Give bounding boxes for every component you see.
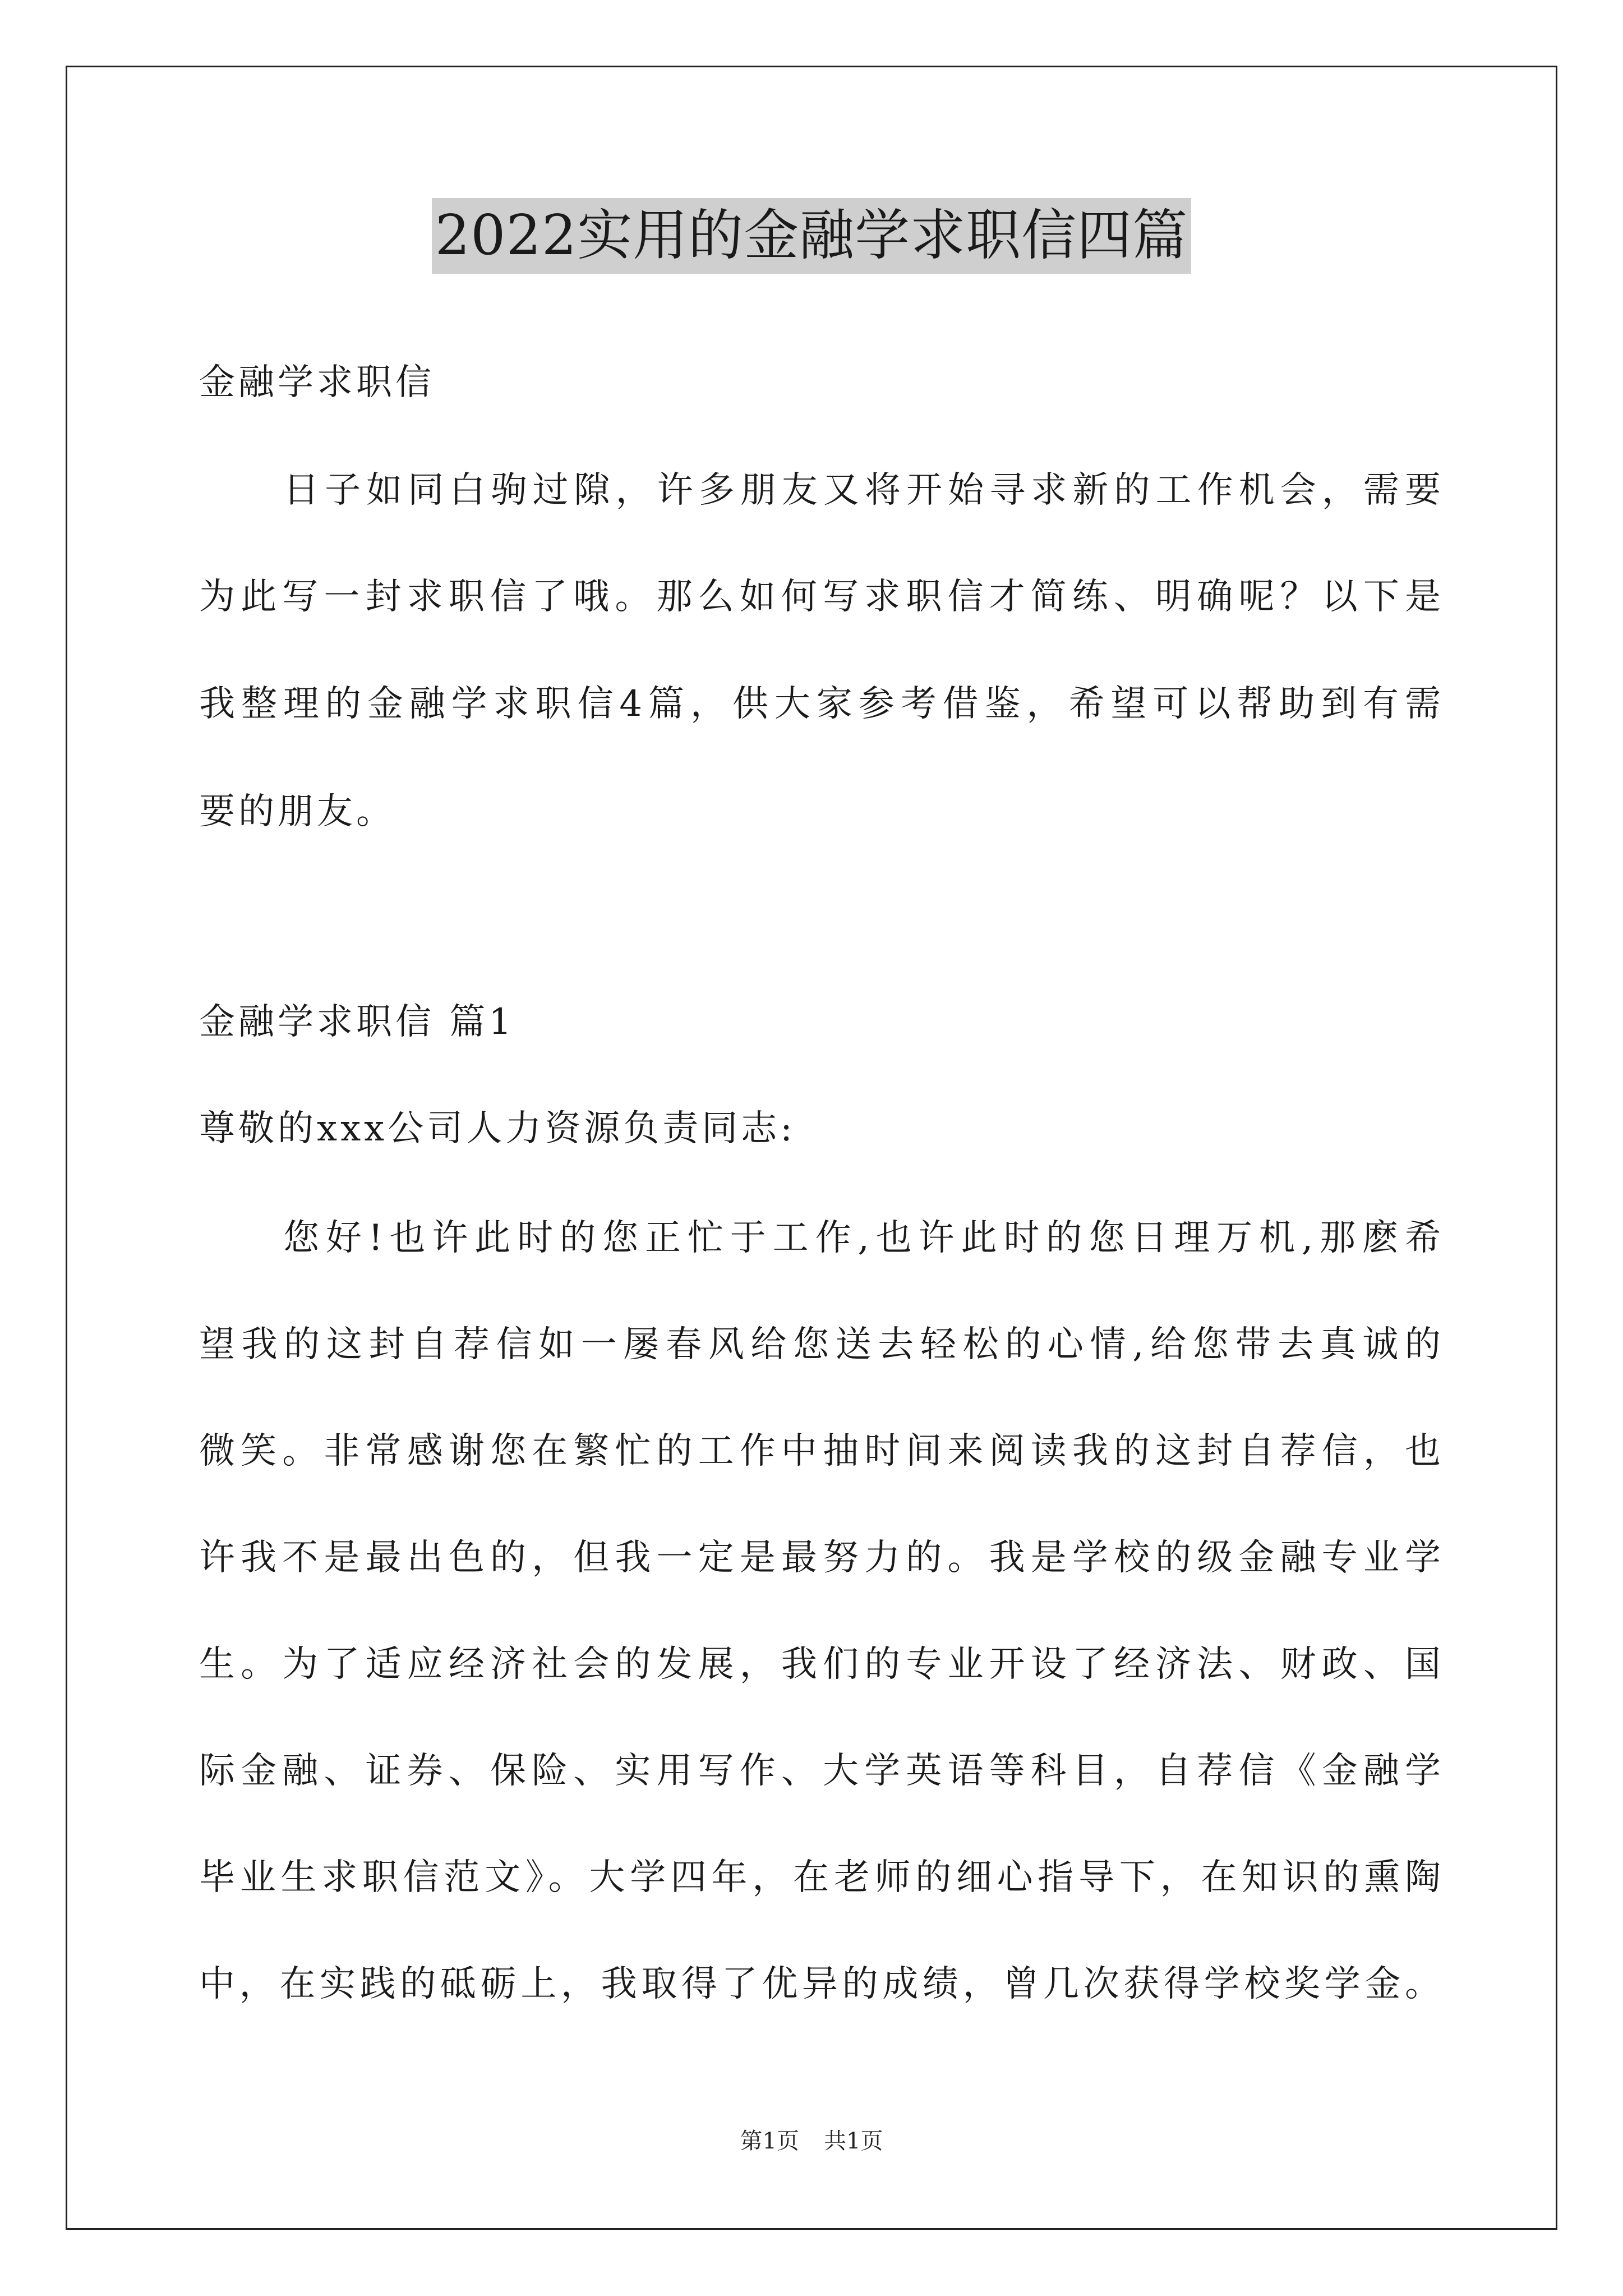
body-line-8: 中，在实践的砥砺上，我取得了优异的成绩，曾几次获得学校奖学金。: [199, 1963, 1444, 2005]
intro-line-2: 为此写一封求职信了哦。那么如何写求职信才简练、明确呢？以下是: [199, 576, 1444, 618]
body-line-7: 毕业生求职信范文》。大学四年，在老师的细心指导下，在知识的熏陶: [199, 1857, 1444, 1898]
body-line-2: 望我的这封自荐信如一屡春风给您送去轻松的心情,给您带去真诚的: [199, 1324, 1444, 1365]
page-total: 共1页: [824, 2128, 883, 2154]
body-line-6: 际金融、证券、保险、实用写作、大学英语等科目，自荐信《金融学: [199, 1750, 1444, 1792]
intro-line-4: 要的朋友。: [199, 791, 395, 832]
page-number: 第1页: [740, 2128, 799, 2154]
body-line-3: 微笑。非常感谢您在繁忙的工作中抽时间来阅读我的这封自荐信，也: [199, 1430, 1444, 1472]
section-heading: 金融学求职信 篇1: [199, 1001, 515, 1043]
body-line-1: 您好!也许此时的您正忙于工作,也许此时的您日理万机,那麽希: [283, 1217, 1444, 1259]
document-title: 2022实用的金融学求职信四篇: [432, 198, 1191, 274]
intro-line-3: 我整理的金融学求职信4篇，供大家参考借鉴，希望可以帮助到有需: [199, 683, 1444, 725]
intro-line-1: 日子如同白驹过隙，许多朋友又将开始寻求新的工作机会，需要: [283, 470, 1444, 511]
title-container: [0, 198, 1623, 274]
salutation: 尊敬的xxx公司人力资源负责同志:: [199, 1108, 796, 1149]
body-line-4: 许我不是最出色的，但我一定是最努力的。我是学校的级金融专业学: [199, 1537, 1444, 1579]
body-line-5: 生。为了适应经济社会的发展，我们的专业开设了经济法、财政、国: [199, 1644, 1444, 1685]
page-footer: [0, 2123, 1623, 2155]
intro-heading: 金融学求职信: [199, 362, 435, 403]
